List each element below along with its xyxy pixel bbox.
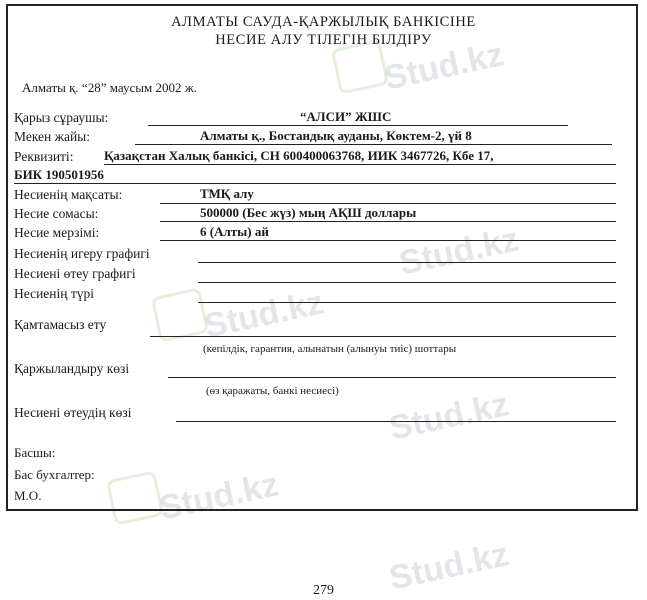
- financing-label: Қаржыландыру көзі: [14, 361, 130, 376]
- type-line: [198, 302, 616, 303]
- requisites-value: Қазақстан Халық банкісі, СН 600400063768, ИИК 3467726, Кбе 17,: [104, 148, 494, 163]
- page-number: 279: [313, 583, 334, 598]
- repay-schedule-line: [198, 282, 616, 283]
- requisites-label: Реквизиті:: [14, 149, 74, 164]
- requisites-value-2: БИК 190501956: [14, 167, 104, 182]
- watermark-text: Stud.kz: [380, 35, 508, 98]
- collateral-line: [150, 336, 616, 337]
- usage-schedule-label: Несиенің игеру графигі: [14, 246, 150, 261]
- usage-schedule-line: [198, 262, 616, 263]
- watermark-text: Stud.kz: [395, 220, 523, 283]
- requisites-line-2: [14, 183, 616, 184]
- watermark-text: Stud.kz: [385, 385, 513, 448]
- purpose-line: [160, 203, 616, 204]
- term-value: 6 (Алты) ай: [200, 224, 269, 239]
- address-line: [135, 144, 612, 145]
- watermark-text: Stud.kz: [155, 465, 283, 528]
- collateral-label: Қамтамасыз ету: [14, 317, 107, 332]
- financing-line: [168, 377, 616, 378]
- borrower-value: “АЛСИ” ЖШС: [300, 109, 392, 124]
- borrower-label: Қарыз сұраушы:: [14, 110, 109, 125]
- amount-label: Несие сомасы:: [14, 206, 99, 221]
- term-line: [160, 240, 616, 241]
- address-label: Мекен жайы:: [14, 129, 90, 144]
- amount-value: 500000 (Бес жүз) мың АҚШ доллары: [200, 205, 417, 220]
- repay-schedule-label: Несиені өтеу графигі: [14, 266, 136, 281]
- requisites-line: [104, 164, 616, 165]
- form-title-line1: АЛМАТЫ САУДА-ҚАРЖЫЛЫҚ БАНКІСІНЕ: [171, 14, 476, 30]
- collateral-note: (кепілдік, гарантия, алынатын (алынуы тиіс) шоттары: [203, 343, 457, 355]
- watermark-text: Stud.kz: [385, 535, 513, 598]
- term-label: Несие мерзімі:: [14, 225, 100, 240]
- borrower-line: [148, 125, 568, 126]
- form-date: Алматы қ. “28” маусым 2002 ж.: [22, 80, 197, 95]
- watermark-text: Stud.kz: [200, 283, 328, 346]
- accountant-signature: Бас бухгалтер:: [14, 467, 95, 482]
- repayment-source-label: Несиені өтеудің көзі: [14, 405, 132, 420]
- address-value: Алматы қ., Бостандық ауданы, Көктем-2, үй 8: [200, 128, 472, 143]
- purpose-value: ТМҚ алу: [200, 186, 254, 201]
- amount-line: [160, 221, 616, 222]
- seal-label: М.О.: [14, 488, 42, 503]
- financing-note: (өз қаражаты, банкі несиесі): [206, 385, 339, 397]
- form-title-line2: НЕСИЕ АЛУ ТІЛЕГІН БІЛДІРУ: [215, 32, 432, 48]
- repayment-source-line: [176, 421, 616, 422]
- head-signature: Басшы:: [14, 445, 56, 460]
- purpose-label: Несиенің мақсаты:: [14, 187, 123, 202]
- type-label: Несиенің түрі: [14, 286, 95, 301]
